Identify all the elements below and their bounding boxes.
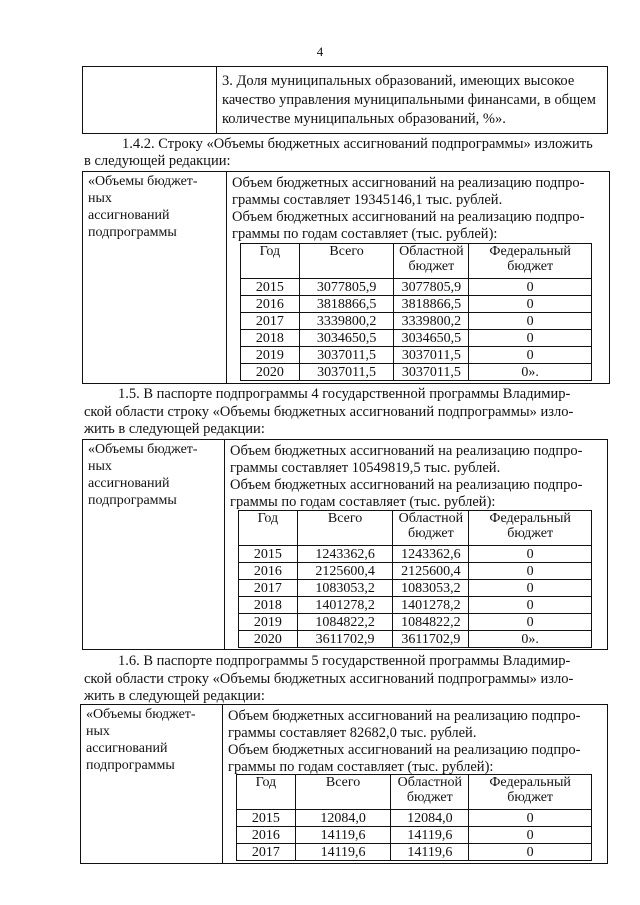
section3-table-divider: [222, 704, 223, 863]
table-row: [239, 546, 592, 563]
year-cell: 2015: [237, 810, 296, 827]
section1-table-divider: [226, 171, 227, 383]
federal-cell: 0: [469, 546, 592, 563]
section3-label-line-3: ассигнований: [86, 741, 168, 756]
federal-cell: 0: [469, 279, 592, 296]
total-cell: 14119,6: [295, 827, 391, 844]
section1-header-regional: Областной бюджет: [394, 244, 469, 279]
section3-header-federal: Федеральный бюджет: [469, 775, 592, 810]
federal-cell: 0: [469, 827, 592, 844]
total-cell: 3611702,9: [297, 631, 393, 648]
regional-cell: 14119,6: [391, 827, 469, 844]
section1-desc-line-3: Объем бюджетных ассигнований на реализацию подпро-: [232, 209, 585, 225]
federal-cell: 0: [469, 810, 592, 827]
total-cell: 1083053,2: [297, 580, 393, 597]
table-row: [239, 614, 592, 631]
section1-desc-line-2: граммы составляет 19345146,1 тыс. рублей.: [232, 192, 503, 208]
year-cell: 2016: [237, 827, 296, 844]
federal-cell: 0: [469, 347, 592, 364]
regional-cell: 1243362,6: [393, 546, 469, 563]
year-cell: 2018: [239, 597, 298, 614]
year-cell: 2016: [239, 563, 298, 580]
section2-header-federal: Федеральный бюджет: [469, 511, 592, 546]
total-cell: 12084,0: [295, 810, 391, 827]
top-table-divider: [216, 66, 217, 133]
section2-desc-line-2: граммы составляет 10549819,5 тыс. рублей.: [230, 460, 501, 476]
total-cell: 1243362,6: [297, 546, 393, 563]
section3-header-regional: Областной бюджет: [391, 775, 469, 810]
section1-desc-line-1: Объем бюджетных ассигнований на реализацию подпро-: [232, 175, 585, 191]
section3-label-line-4: подпрограммы: [86, 758, 175, 773]
section3-desc-line-4: граммы по годам составляет (тыс. рублей):: [228, 759, 494, 775]
total-cell: 3077805,9: [299, 279, 394, 296]
year-cell: 2017: [241, 313, 300, 330]
table-row: [241, 279, 592, 296]
total-cell: 3818866,5: [299, 296, 394, 313]
federal-cell: 0: [469, 844, 592, 861]
section3-heading-line-1: 1.6. В паспорте подпрограммы 5 государственной программы Владимир-: [118, 653, 571, 669]
total-cell: 14119,6: [295, 844, 391, 861]
section2-header-year: Год: [239, 511, 298, 546]
year-cell: 2017: [239, 580, 298, 597]
table-row: [237, 827, 592, 844]
section1-header-federal: Федеральный бюджет: [469, 244, 592, 279]
section1-header-year: Год: [241, 244, 300, 279]
section3-heading-line-3: жить в следующей редакции:: [84, 688, 265, 704]
section1-label-line-1: «Объемы бюджет-: [88, 174, 198, 189]
section1-header-total: Всего: [299, 244, 394, 279]
section2-desc-line-3: Объем бюджетных ассигнований на реализацию подпро-: [230, 477, 583, 493]
section2-header-total: Всего: [297, 511, 393, 546]
section1-label-line-2: ных: [88, 191, 112, 206]
year-cell: 2020: [241, 364, 300, 381]
federal-cell: 0: [469, 614, 592, 631]
section1-desc-line-4: граммы по годам составляет (тыс. рублей):: [232, 226, 498, 242]
year-cell: 2015: [239, 546, 298, 563]
table-row: [239, 580, 592, 597]
top-row-line-1: 3. Доля муниципальных образований, имеющих высокое: [222, 73, 575, 89]
federal-cell: 0: [469, 330, 592, 347]
section3-label-line-1: «Объемы бюджет-: [86, 707, 196, 722]
regional-cell: 1401278,2: [393, 597, 469, 614]
table-row: [239, 631, 592, 648]
federal-cell: 0: [469, 296, 592, 313]
section2-label-line-4: подпрограммы: [88, 493, 177, 508]
section3-desc-line-2: граммы составляет 82682,0 тыс. рублей.: [228, 725, 477, 741]
regional-cell: 1084822,2: [393, 614, 469, 631]
total-cell: 3037011,5: [299, 364, 394, 381]
total-cell: 3339800,2: [299, 313, 394, 330]
regional-cell: 3611702,9: [393, 631, 469, 648]
section2-heading-line-3: жить в следующей редакции:: [84, 421, 265, 437]
section2-table-divider: [224, 439, 225, 649]
total-cell: 3034650,5: [299, 330, 394, 347]
regional-cell: 3339800,2: [394, 313, 469, 330]
section2-header-regional: Областной бюджет: [393, 511, 469, 546]
regional-cell: 2125600,4: [393, 563, 469, 580]
year-cell: 2017: [237, 844, 296, 861]
section3-desc-line-1: Объем бюджетных ассигнований на реализацию подпро-: [228, 708, 581, 724]
section2-desc-line-4: граммы по годам составляет (тыс. рублей):: [230, 494, 496, 510]
federal-cell: 0: [469, 563, 592, 580]
year-cell: 2019: [239, 614, 298, 631]
year-cell: 2015: [241, 279, 300, 296]
table-row: [239, 563, 592, 580]
year-cell: 2020: [239, 631, 298, 648]
section2-heading-line-1: 1.5. В паспорте подпрограммы 4 государственной программы Владимир-: [118, 386, 571, 402]
federal-cell: 0».: [469, 631, 592, 648]
section3-header-total: Всего: [295, 775, 391, 810]
year-cell: 2016: [241, 296, 300, 313]
section2-label-line-1: «Объемы бюджет-: [88, 442, 198, 457]
year-cell: 2019: [241, 347, 300, 364]
table-row: [237, 844, 592, 861]
section2-label-line-3: ассигнований: [88, 476, 170, 491]
regional-cell: 3037011,5: [394, 364, 469, 381]
total-cell: 1401278,2: [297, 597, 393, 614]
federal-cell: 0: [469, 313, 592, 330]
table-row: [241, 330, 592, 347]
section3-desc-line-3: Объем бюджетных ассигнований на реализацию подпро-: [228, 742, 581, 758]
section1-label-line-3: ассигнований: [88, 208, 170, 223]
top-row-line-2: качество управления муниципальными финансами, в общем: [222, 92, 596, 108]
regional-cell: 1083053,2: [393, 580, 469, 597]
section2-heading-line-2: ской области строку «Объемы бюджетных ассигнований подпрограммы» изло-: [84, 404, 574, 420]
table-row: [241, 347, 592, 364]
table-row: [241, 313, 592, 330]
section1-heading-line-1: 1.4.2. Строку «Объемы бюджетных ассигнований подпрограммы» изложить: [122, 136, 593, 152]
table-row: [241, 296, 592, 313]
page-number: 4: [316, 44, 324, 59]
regional-cell: 14119,6: [391, 844, 469, 861]
table-row: [239, 597, 592, 614]
regional-cell: 3077805,9: [394, 279, 469, 296]
year-cell: 2018: [241, 330, 300, 347]
total-cell: 1084822,2: [297, 614, 393, 631]
regional-cell: 12084,0: [391, 810, 469, 827]
regional-cell: 3818866,5: [394, 296, 469, 313]
section3-heading-line-2: ской области строку «Объемы бюджетных ассигнований подпрограммы» изло-: [84, 671, 574, 687]
table-row: [237, 810, 592, 827]
top-row-line-3: количестве муниципальных образований, %».: [222, 111, 506, 127]
section2-years-table: [238, 510, 592, 648]
section3-years-table: [236, 774, 592, 861]
section1-heading-line-2: в следующей редакции:: [84, 153, 231, 169]
section1-years-table: [240, 243, 592, 381]
section1-label-line-4: подпрограммы: [88, 225, 177, 240]
regional-cell: 3034650,5: [394, 330, 469, 347]
table-row: [241, 364, 592, 381]
federal-cell: 0: [469, 580, 592, 597]
section2-label-line-2: ных: [88, 459, 112, 474]
federal-cell: 0: [469, 597, 592, 614]
regional-cell: 3037011,5: [394, 347, 469, 364]
total-cell: 2125600,4: [297, 563, 393, 580]
total-cell: 3037011,5: [299, 347, 394, 364]
section3-label-line-2: ных: [86, 724, 110, 739]
federal-cell: 0».: [469, 364, 592, 381]
section3-header-year: Год: [237, 775, 296, 810]
section2-desc-line-1: Объем бюджетных ассигнований на реализацию подпро-: [230, 443, 583, 459]
